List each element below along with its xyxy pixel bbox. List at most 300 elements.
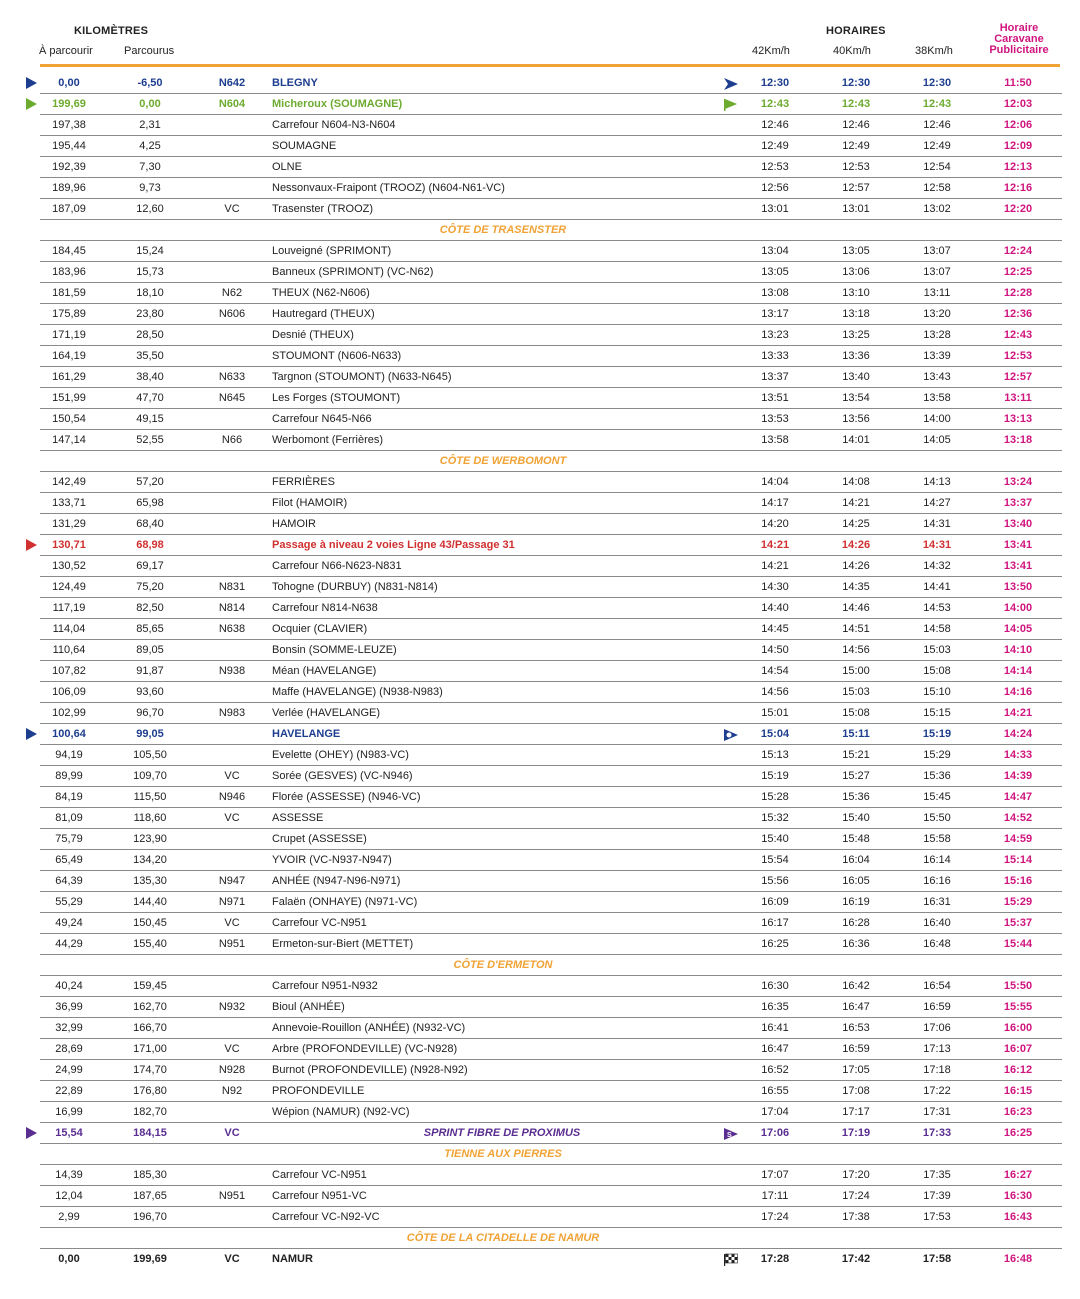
table-row [40, 388, 1062, 409]
km-remaining: 133,71 [52, 497, 86, 509]
time-40kmh: 16:42 [842, 980, 870, 992]
km-remaining: 2,99 [58, 1211, 80, 1223]
location-name: Filot (HAMOIR) [272, 497, 348, 509]
km-covered: 123,90 [133, 833, 167, 845]
km-covered: 96,70 [136, 707, 164, 719]
location-name: Tohogne (DURBUY) (N831-N814) [272, 581, 438, 593]
km-remaining: 32,99 [55, 1022, 83, 1034]
km-remaining: 171,19 [52, 329, 86, 341]
time-40kmh: 14:25 [842, 518, 870, 530]
time-38kmh: 13:07 [923, 266, 951, 278]
caravane-time: 14:47 [1003, 791, 1033, 803]
road-code: N92 [221, 1085, 243, 1097]
time-40kmh: 14:08 [842, 476, 870, 488]
km-covered: 187,65 [133, 1190, 167, 1202]
km-remaining: 187,09 [52, 203, 86, 215]
time-38kmh: 17:06 [923, 1022, 951, 1034]
caravane-time: 13:41 [1003, 539, 1033, 551]
location-name: BLEGNY [272, 77, 318, 89]
km-covered: 91,87 [136, 665, 164, 677]
header-speed-40: 40Km/h [833, 45, 871, 57]
caravane-time: 13:11 [1004, 392, 1032, 404]
header-speed-38: 38Km/h [915, 45, 953, 57]
time-38kmh: 16:16 [923, 875, 951, 887]
time-42kmh: 15:40 [761, 833, 789, 845]
road-code: N633 [218, 371, 246, 383]
table-row [40, 1060, 1062, 1081]
time-40kmh: 13:56 [842, 413, 870, 425]
table-row [40, 724, 1062, 745]
time-40kmh: 17:20 [842, 1169, 870, 1181]
location-name: Carrefour VC-N951 [272, 917, 367, 929]
time-42kmh: 14:50 [761, 644, 789, 656]
km-covered: 182,70 [133, 1106, 167, 1118]
km-remaining: 117,19 [52, 602, 86, 614]
table-row [40, 1039, 1062, 1060]
time-40kmh: 15:36 [842, 791, 870, 803]
km-remaining: 100,64 [52, 728, 86, 740]
section-climb-row [40, 220, 1062, 241]
time-40kmh: 13:54 [842, 392, 870, 404]
time-40kmh: 15:48 [842, 833, 870, 845]
location-name: Burnot (PROFONDEVILLE) (N928-N92) [272, 1064, 468, 1076]
caravane-time: 13:50 [1003, 581, 1033, 593]
road-code: VC [224, 917, 240, 929]
time-42kmh: 15:32 [761, 812, 789, 824]
time-38kmh: 16:48 [923, 938, 951, 950]
road-code: N938 [218, 665, 246, 677]
table-row [40, 493, 1062, 514]
location-name: Targnon (STOUMONT) (N633-N645) [272, 371, 452, 383]
road-code: N983 [218, 707, 246, 719]
caravane-time: 16:25 [1003, 1127, 1033, 1139]
location-name: Passage à niveau 2 voies Ligne 43/Passage 31 [272, 539, 515, 551]
km-covered: 9,73 [139, 182, 161, 194]
location-name: HAVELANGE [272, 728, 341, 740]
time-38kmh: 14:00 [923, 413, 951, 425]
caravane-time: 13:13 [1003, 413, 1033, 425]
km-covered: 15,73 [136, 266, 164, 278]
location-name: ANHÉE (N947-N96-N971) [272, 875, 401, 887]
time-40kmh: 17:19 [841, 1127, 871, 1139]
km-remaining: 16,99 [55, 1106, 83, 1118]
location-name: Carrefour N814-N638 [272, 602, 378, 614]
caravane-time: 13:40 [1003, 518, 1033, 530]
km-covered: 93,60 [136, 686, 164, 698]
location-name: Ocquier (CLAVIER) [272, 623, 368, 635]
road-code: N951 [218, 1190, 246, 1202]
caravane-time: 16:43 [1003, 1211, 1033, 1223]
km-covered: 99,05 [136, 728, 164, 740]
time-38kmh: 14:13 [923, 476, 951, 488]
time-40kmh: 17:42 [841, 1253, 871, 1265]
km-remaining: 0,00 [58, 1253, 80, 1265]
caravane-time: 15:14 [1003, 854, 1033, 866]
time-38kmh: 15:58 [923, 833, 951, 845]
table-row [40, 850, 1062, 871]
location-name: Carrefour N604-N3-N604 [272, 119, 396, 131]
km-covered: 35,50 [136, 350, 164, 362]
time-42kmh: 12:30 [760, 77, 790, 89]
table-row [40, 514, 1062, 535]
km-remaining: 40,24 [55, 980, 83, 992]
caravane-time: 14:24 [1003, 728, 1033, 740]
time-38kmh: 15:08 [923, 665, 951, 677]
time-42kmh: 15:56 [761, 875, 789, 887]
table-row [40, 94, 1062, 115]
km-remaining: 102,99 [52, 707, 86, 719]
row-marker-icon [26, 77, 37, 89]
time-42kmh: 16:35 [761, 1001, 789, 1013]
caravane-time: 14:16 [1003, 686, 1033, 698]
caravane-time: 12:03 [1003, 98, 1033, 110]
km-covered: 105,50 [133, 749, 167, 761]
climb-title: CÔTE DE TRASENSTER [439, 224, 567, 236]
time-40kmh: 14:35 [842, 581, 870, 593]
time-42kmh: 14:40 [761, 602, 789, 614]
location-name: Arbre (PROFONDEVILLE) (VC-N928) [272, 1043, 458, 1055]
caravane-time: 16:15 [1003, 1085, 1033, 1097]
time-40kmh: 14:46 [842, 602, 870, 614]
table-row [40, 325, 1062, 346]
location-name: Desnié (THEUX) [272, 329, 354, 341]
time-40kmh: 16:04 [842, 854, 870, 866]
table-row [40, 703, 1062, 724]
km-covered: 144,40 [133, 896, 167, 908]
km-remaining: 151,99 [52, 392, 86, 404]
km-remaining: 195,44 [52, 140, 86, 152]
km-remaining: 49,24 [55, 917, 83, 929]
time-42kmh: 15:28 [761, 791, 789, 803]
km-remaining: 107,82 [52, 665, 86, 677]
time-38kmh: 14:31 [922, 539, 952, 551]
time-42kmh: 16:17 [761, 917, 789, 929]
location-name: STOUMONT (N606-N633) [272, 350, 402, 362]
time-40kmh: 16:05 [842, 875, 870, 887]
caravane-time: 14:14 [1003, 665, 1033, 677]
km-remaining: 28,69 [55, 1043, 83, 1055]
km-covered: 28,50 [136, 329, 164, 341]
location-name: Verlée (HAVELANGE) [272, 707, 381, 719]
km-covered: 47,70 [136, 392, 164, 404]
caravane-time: 16:00 [1003, 1022, 1033, 1034]
header-speed-42: 42Km/h [752, 45, 790, 57]
caravane-time: 14:00 [1003, 602, 1033, 614]
time-38kmh: 14:41 [923, 581, 951, 593]
caravane-time: 14:39 [1003, 770, 1033, 782]
time-42kmh: 16:09 [761, 896, 789, 908]
time-42kmh: 13:53 [761, 413, 789, 425]
table-row [40, 787, 1062, 808]
caravane-time: 16:48 [1003, 1253, 1033, 1265]
time-42kmh: 14:56 [761, 686, 789, 698]
km-covered: 159,45 [133, 980, 167, 992]
km-covered: 2,31 [139, 119, 161, 131]
caravane-time: 14:05 [1003, 623, 1033, 635]
time-40kmh: 17:24 [842, 1190, 870, 1202]
km-remaining: 106,09 [52, 686, 86, 698]
time-38kmh: 15:10 [923, 686, 951, 698]
table-row [40, 976, 1062, 997]
time-42kmh: 16:25 [761, 938, 789, 950]
location-name: HAMOIR [272, 518, 316, 530]
time-38kmh: 17:18 [923, 1064, 951, 1076]
caravane-time: 12:24 [1003, 245, 1033, 257]
time-38kmh: 12:58 [923, 182, 951, 194]
time-42kmh: 13:05 [761, 266, 789, 278]
time-40kmh: 17:17 [842, 1106, 870, 1118]
road-code: VC [224, 1253, 240, 1265]
caravane-time: 12:28 [1003, 287, 1033, 299]
climb-title: TIENNE AUX PIERRES [444, 1148, 562, 1160]
section-climb-row [40, 1144, 1062, 1165]
table-row [40, 1186, 1062, 1207]
km-covered: -6,50 [137, 77, 163, 89]
time-40kmh: 15:40 [842, 812, 870, 824]
road-code: N946 [218, 791, 246, 803]
time-42kmh: 16:52 [761, 1064, 789, 1076]
km-covered: 68,40 [136, 518, 164, 530]
caravane-time: 14:33 [1003, 749, 1033, 761]
road-code: VC [224, 770, 240, 782]
location-name: Ermeton-sur-Biert (METTET) [272, 938, 414, 950]
time-42kmh: 13:37 [761, 371, 789, 383]
caravane-time: 12:57 [1003, 371, 1033, 383]
caravane-time: 12:25 [1003, 266, 1033, 278]
location-name: Carrefour N645-N66 [272, 413, 372, 425]
location-name: NAMUR [272, 1253, 313, 1265]
time-38kmh: 13:02 [923, 203, 951, 215]
time-42kmh: 13:04 [761, 245, 789, 257]
time-38kmh: 15:03 [923, 644, 951, 656]
km-covered: 4,25 [139, 140, 161, 152]
km-remaining: 12,04 [55, 1190, 83, 1202]
time-42kmh: 14:20 [761, 518, 789, 530]
time-38kmh: 17:33 [922, 1127, 952, 1139]
table-row [40, 430, 1062, 451]
km-remaining: 0,00 [58, 77, 80, 89]
time-40kmh: 13:18 [842, 308, 870, 320]
caravane-time: 12:09 [1003, 140, 1033, 152]
km-covered: 109,70 [133, 770, 167, 782]
time-40kmh: 13:40 [842, 371, 870, 383]
time-42kmh: 14:30 [761, 581, 789, 593]
km-remaining: 81,09 [55, 812, 83, 824]
km-remaining: 131,29 [52, 518, 86, 530]
table-row [40, 367, 1062, 388]
time-42kmh: 14:45 [761, 623, 789, 635]
table-row [40, 934, 1062, 955]
caravane-time: 13:37 [1003, 497, 1033, 509]
location-name: Falaën (ONHAYE) (N971-VC) [272, 896, 418, 908]
time-40kmh: 13:01 [842, 203, 870, 215]
time-40kmh: 16:28 [842, 917, 870, 929]
time-42kmh: 13:33 [761, 350, 789, 362]
time-42kmh: 12:56 [761, 182, 789, 194]
header-divider [40, 64, 1060, 67]
time-38kmh: 14:32 [923, 560, 951, 572]
table-row [40, 178, 1062, 199]
time-38kmh: 13:11 [923, 287, 951, 299]
table-row [40, 346, 1062, 367]
km-covered: 69,17 [136, 560, 164, 572]
time-42kmh: 15:54 [761, 854, 789, 866]
road-code: VC [224, 203, 240, 215]
road-code: N606 [218, 308, 246, 320]
km-covered: 65,98 [136, 497, 164, 509]
caravane-time: 16:12 [1003, 1064, 1033, 1076]
table-row [40, 1102, 1062, 1123]
table-row [40, 892, 1062, 913]
caravane-time: 15:16 [1003, 875, 1033, 887]
caravane-time: 15:50 [1003, 980, 1033, 992]
road-code: N66 [221, 434, 243, 446]
km-covered: 7,30 [139, 161, 161, 173]
location-name: Carrefour N951-VC [272, 1190, 367, 1202]
km-remaining: 189,96 [52, 182, 86, 194]
row-marker-icon [26, 98, 37, 110]
km-remaining: 114,04 [52, 623, 86, 635]
location-name: SOUMAGNE [272, 140, 337, 152]
time-40kmh: 17:08 [842, 1085, 870, 1097]
km-covered: 166,70 [133, 1022, 167, 1034]
time-38kmh: 12:46 [923, 119, 951, 131]
location-name: Carrefour VC-N951 [272, 1169, 367, 1181]
km-remaining: 15,54 [55, 1127, 83, 1139]
location-name: Evelette (OHEY) (N983-VC) [272, 749, 409, 761]
km-covered: 38,40 [136, 371, 164, 383]
caravane-time: 16:30 [1003, 1190, 1033, 1202]
time-42kmh: 14:04 [761, 476, 789, 488]
time-40kmh: 13:10 [842, 287, 870, 299]
caravane-time: 12:53 [1003, 350, 1033, 362]
time-42kmh: 17:24 [761, 1211, 789, 1223]
svg-text:S: S [727, 1132, 732, 1139]
km-covered: 174,70 [133, 1064, 167, 1076]
header-parcourus: Parcourus [124, 45, 175, 57]
table-row [40, 808, 1062, 829]
location-name: Bonsin (SOMME-LEUZE) [272, 644, 397, 656]
caravane-time: 14:59 [1003, 833, 1033, 845]
time-38kmh: 12:54 [923, 161, 951, 173]
start-arrow-icon [723, 77, 739, 91]
location-name: THEUX (N62-N606) [272, 287, 370, 299]
km-covered: 85,65 [136, 623, 164, 635]
time-38kmh: 13:39 [923, 350, 951, 362]
time-38kmh: 14:05 [923, 434, 951, 446]
table-row [40, 766, 1062, 787]
time-42kmh: 13:58 [761, 434, 789, 446]
time-38kmh: 13:20 [923, 308, 951, 320]
km-covered: 52,55 [136, 434, 164, 446]
km-remaining: 130,71 [52, 539, 86, 551]
time-38kmh: 16:31 [923, 896, 951, 908]
caravane-time: 15:37 [1003, 917, 1033, 929]
road-code: N951 [218, 938, 246, 950]
km-remaining: 65,49 [55, 854, 83, 866]
km-covered: 82,50 [136, 602, 164, 614]
time-40kmh: 14:51 [842, 623, 870, 635]
time-42kmh: 13:23 [761, 329, 789, 341]
location-name: Bioul (ANHÉE) [272, 1001, 345, 1013]
time-42kmh: 16:41 [761, 1022, 789, 1034]
row-marker-icon [26, 539, 37, 551]
table-row [40, 1249, 1062, 1270]
location-name: Micheroux (SOUMAGNE) [272, 98, 403, 110]
location-name: OLNE [272, 161, 302, 173]
table-row [40, 241, 1062, 262]
time-38kmh: 13:07 [923, 245, 951, 257]
time-38kmh: 15:36 [923, 770, 951, 782]
km-covered: 184,15 [133, 1127, 167, 1139]
time-38kmh: 12:30 [922, 77, 952, 89]
time-38kmh: 15:15 [923, 707, 951, 719]
location-name: YVOIR (VC-N937-N947) [272, 854, 392, 866]
caravane-time: 15:55 [1003, 1001, 1033, 1013]
caravane-time: 13:18 [1003, 434, 1033, 446]
caravane-time: 14:52 [1003, 812, 1033, 824]
time-42kmh: 17:04 [761, 1106, 789, 1118]
table-row [40, 682, 1062, 703]
table-row [40, 829, 1062, 850]
km-remaining: 75,79 [55, 833, 83, 845]
caravane-time: 16:27 [1003, 1169, 1033, 1181]
location-name: Annevoie-Rouillon (ANHÉE) (N932-VC) [272, 1022, 466, 1034]
road-code: N831 [218, 581, 246, 593]
km-covered: 15,24 [136, 245, 164, 257]
table-row [40, 199, 1062, 220]
time-42kmh: 14:17 [761, 497, 789, 509]
time-42kmh: 13:01 [761, 203, 789, 215]
time-40kmh: 15:21 [842, 749, 870, 761]
time-38kmh: 17:35 [923, 1169, 951, 1181]
start-flag-icon [723, 98, 739, 112]
km-remaining: 124,49 [52, 581, 86, 593]
road-code: N62 [221, 287, 243, 299]
road-code: N928 [218, 1064, 246, 1076]
km-remaining: 64,39 [55, 875, 83, 887]
time-42kmh: 12:49 [761, 140, 789, 152]
time-42kmh: 16:30 [761, 980, 789, 992]
time-42kmh: 16:55 [761, 1085, 789, 1097]
time-38kmh: 14:31 [923, 518, 951, 530]
caravane-time: 13:24 [1003, 476, 1033, 488]
time-40kmh: 15:03 [842, 686, 870, 698]
header-kilometres: KILOMÈTRES [74, 25, 149, 37]
time-40kmh: 14:26 [841, 539, 871, 551]
caravane-time: 12:16 [1003, 182, 1033, 194]
table-row [40, 283, 1062, 304]
location-name: Sorée (GESVES) (VC-N946) [272, 770, 413, 782]
time-40kmh: 13:06 [842, 266, 870, 278]
time-40kmh: 16:36 [842, 938, 870, 950]
time-40kmh: 14:01 [842, 434, 870, 446]
time-38kmh: 17:31 [923, 1106, 951, 1118]
section-climb-row [40, 1228, 1062, 1249]
time-38kmh: 17:53 [923, 1211, 951, 1223]
time-42kmh: 14:54 [761, 665, 789, 677]
km-remaining: 130,52 [52, 560, 86, 572]
time-38kmh: 17:39 [923, 1190, 951, 1202]
km-covered: 155,40 [133, 938, 167, 950]
time-38kmh: 14:58 [923, 623, 951, 635]
caravane-time: 12:20 [1003, 203, 1033, 215]
road-code: N638 [218, 623, 246, 635]
location-name: FERRIÈRES [272, 476, 335, 488]
header-caravane [980, 23, 1058, 56]
table-row [40, 661, 1062, 682]
table-row [40, 1207, 1062, 1228]
